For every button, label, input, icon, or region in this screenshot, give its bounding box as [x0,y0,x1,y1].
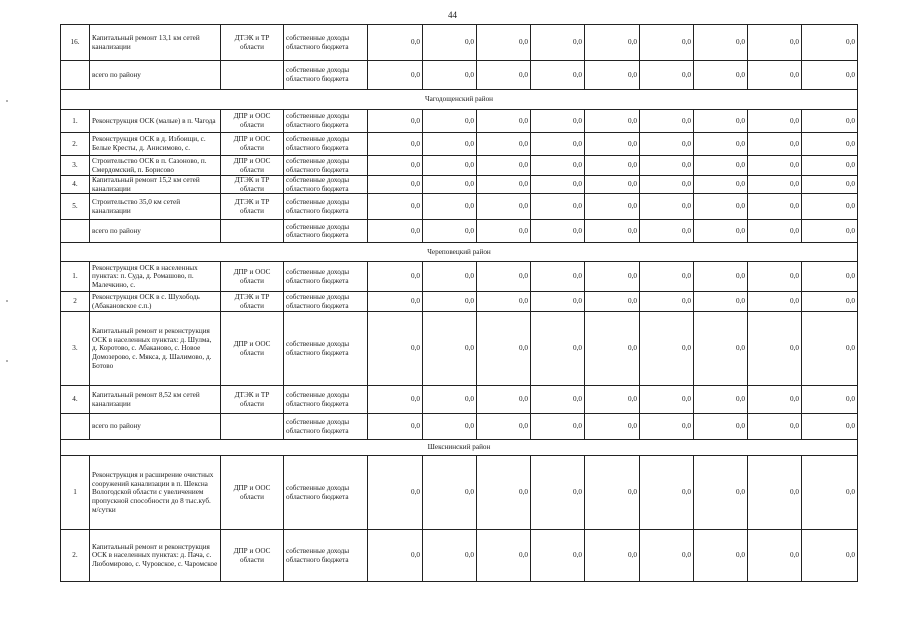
amount-cell: 0,0 [531,220,585,243]
amount-cell: 0,0 [423,386,477,414]
amount-cell: 0,0 [477,61,531,90]
amount-cell: 0,0 [802,176,858,194]
district-total-row [61,414,858,440]
funding-source: собственные доходы областного бюджета [284,292,368,312]
amount-cell: 0,0 [640,133,694,156]
district-name: Шекснинский район [61,440,858,456]
amount-cell: 0,0 [802,194,858,220]
project-name: всего по району [90,61,221,90]
amount-cell: 0,0 [585,110,640,133]
amount-cell: 0,0 [368,530,423,582]
table-row [61,176,858,194]
amount-cell: 0,0 [585,312,640,386]
funding-source: собственные доходы областного бюджета [284,25,368,61]
project-name: Строительство 35,0 км сетей канализации [90,194,221,220]
amount-cell: 0,0 [477,530,531,582]
amount-cell: 0,0 [640,312,694,386]
amount-cell: 0,0 [748,156,802,176]
amount-cell: 0,0 [694,414,748,440]
row-number: 3. [61,312,90,386]
amount-cell: 0,0 [477,110,531,133]
executor: ДПР и ООС области [221,530,284,582]
funding-source: собственные доходы областного бюджета [284,61,368,90]
project-name: Капитальный ремонт и реконструкция ОСК в населенных пунктах: д. Пача, с. Любомирово, с. Чуровское, с. Чаромское [90,530,221,582]
amount-cell: 0,0 [423,414,477,440]
amount-cell: 0,0 [531,110,585,133]
amount-cell: 0,0 [748,220,802,243]
amount-cell: 0,0 [477,456,531,530]
executor: ДТЭК и ТР области [221,25,284,61]
row-number: 1. [61,110,90,133]
amount-cell: 0,0 [694,220,748,243]
table-row [61,530,858,582]
executor [221,414,284,440]
amount-cell: 0,0 [748,530,802,582]
amount-cell: 0,0 [640,386,694,414]
project-name: Капитальный ремонт и реконструкция ОСК в населенных пунктах: д. Шулма, д. Коротово, с. Абаканово, с. Новое Домозерово, с. Мякса, д. Шалимово, д. Ботово [90,312,221,386]
amount-cell: 0,0 [423,220,477,243]
project-name: всего по району [90,220,221,243]
amount-cell: 0,0 [640,110,694,133]
executor: ДТЭК и ТР области [221,292,284,312]
amount-cell: 0,0 [585,176,640,194]
amount-cell: 0,0 [694,194,748,220]
amount-cell: 0,0 [368,110,423,133]
district-name: Чагодощенский район [61,90,858,110]
amount-cell: 0,0 [368,292,423,312]
table-row [61,194,858,220]
row-number: 2. [61,530,90,582]
funding-source: собственные доходы областного бюджета [284,110,368,133]
amount-cell: 0,0 [640,220,694,243]
amount-cell: 0,0 [423,25,477,61]
project-name: Реконструкция ОСК в д. Избоищи, с. Белые Кресты, д. Анисимово, с. [90,133,221,156]
project-name: Строительство ОСК в п. Сазоново, п. Смердомский, п. Борисово [90,156,221,176]
amount-cell: 0,0 [423,312,477,386]
row-number: 2 [61,292,90,312]
project-name: Капитальный ремонт 8,52 км сетей канализации [90,386,221,414]
table-row [61,156,858,176]
amount-cell: 0,0 [423,456,477,530]
project-name: Реконструкция ОСК в с. Шухободь (Абакановское с.п.) [90,292,221,312]
funding-source: собственные доходы областного бюджета [284,414,368,440]
amount-cell: 0,0 [802,530,858,582]
amount-cell: 0,0 [694,530,748,582]
executor [221,220,284,243]
district-row [61,90,858,110]
amount-cell: 0,0 [531,61,585,90]
amount-cell: 0,0 [368,61,423,90]
funding-source: собственные доходы областного бюджета [284,133,368,156]
amount-cell: 0,0 [423,110,477,133]
funding-source: собственные доходы областного бюджета [284,456,368,530]
amount-cell: 0,0 [531,156,585,176]
amount-cell: 0,0 [585,386,640,414]
amount-cell: 0,0 [531,133,585,156]
executor: ДПР и ООС области [221,312,284,386]
amount-cell: 0,0 [802,262,858,292]
district-total-row [61,220,858,243]
amount-cell: 0,0 [477,194,531,220]
row-number: 1. [61,262,90,292]
amount-cell: 0,0 [423,292,477,312]
executor: ДПР и ООС области [221,110,284,133]
amount-cell: 0,0 [423,530,477,582]
row-number [61,414,90,440]
amount-cell: 0,0 [531,194,585,220]
amount-cell: 0,0 [694,156,748,176]
amount-cell: 0,0 [694,61,748,90]
table-row [61,386,858,414]
amount-cell: 0,0 [694,456,748,530]
executor: ДТЭК и ТР области [221,194,284,220]
amount-cell: 0,0 [748,386,802,414]
amount-cell: 0,0 [368,194,423,220]
scan-mark [6,300,8,302]
amount-cell: 0,0 [640,25,694,61]
executor: ДПР и ООС области [221,156,284,176]
amount-cell: 0,0 [531,262,585,292]
row-number: 5. [61,194,90,220]
amount-cell: 0,0 [694,133,748,156]
amount-cell: 0,0 [477,262,531,292]
funding-source: собственные доходы областного бюджета [284,530,368,582]
amount-cell: 0,0 [368,133,423,156]
amount-cell: 0,0 [423,262,477,292]
table-row [61,292,858,312]
row-number: 4. [61,176,90,194]
amount-cell: 0,0 [694,176,748,194]
amount-cell: 0,0 [477,176,531,194]
amount-cell: 0,0 [802,386,858,414]
amount-cell: 0,0 [748,133,802,156]
amount-cell: 0,0 [531,414,585,440]
amount-cell: 0,0 [368,262,423,292]
amount-cell: 0,0 [748,61,802,90]
amount-cell: 0,0 [531,456,585,530]
amount-cell: 0,0 [694,292,748,312]
amount-cell: 0,0 [748,312,802,386]
budget-table [60,24,858,582]
district-row [61,243,858,262]
amount-cell: 0,0 [423,61,477,90]
district-total-row [61,61,858,90]
funding-source: собственные доходы областного бюджета [284,176,368,194]
funding-source: собственные доходы областного бюджета [284,156,368,176]
amount-cell: 0,0 [694,25,748,61]
district-row [61,440,858,456]
amount-cell: 0,0 [477,414,531,440]
amount-cell: 0,0 [640,262,694,292]
amount-cell: 0,0 [640,176,694,194]
row-number: 4. [61,386,90,414]
amount-cell: 0,0 [531,530,585,582]
amount-cell: 0,0 [694,262,748,292]
amount-cell: 0,0 [531,386,585,414]
scan-mark [6,360,8,362]
executor: ДПР и ООС области [221,262,284,292]
executor [221,61,284,90]
amount-cell: 0,0 [640,456,694,530]
project-name: Реконструкция и расширение очистных сооружений канализации в п. Шексна Вологодской области с увеличением пропускной способности до 8 тыс.куб. м/сутки [90,456,221,530]
amount-cell: 0,0 [477,292,531,312]
amount-cell: 0,0 [368,156,423,176]
amount-cell: 0,0 [531,25,585,61]
page-number: 44 [448,10,457,20]
scan-mark [6,100,8,102]
executor: ДТЭК и ТР области [221,176,284,194]
amount-cell: 0,0 [694,386,748,414]
project-name: всего по району [90,414,221,440]
amount-cell: 0,0 [802,220,858,243]
amount-cell: 0,0 [748,262,802,292]
project-name: Реконструкция ОСК (малые) в п. Чагода [90,110,221,133]
amount-cell: 0,0 [368,414,423,440]
amount-cell: 0,0 [640,156,694,176]
amount-cell: 0,0 [748,110,802,133]
amount-cell: 0,0 [368,25,423,61]
table-row [61,456,858,530]
district-name: Череповецкий район [61,243,858,262]
amount-cell: 0,0 [802,456,858,530]
project-name: Капитальный ремонт 13,1 км сетей канализации [90,25,221,61]
amount-cell: 0,0 [748,292,802,312]
amount-cell: 0,0 [748,194,802,220]
amount-cell: 0,0 [694,312,748,386]
funding-source: собственные доходы областного бюджета [284,262,368,292]
amount-cell: 0,0 [368,220,423,243]
amount-cell: 0,0 [477,312,531,386]
amount-cell: 0,0 [802,292,858,312]
project-name: Капитальный ремонт 15,2 км сетей канализации [90,176,221,194]
amount-cell: 0,0 [368,312,423,386]
amount-cell: 0,0 [585,456,640,530]
amount-cell: 0,0 [585,61,640,90]
amount-cell: 0,0 [423,176,477,194]
amount-cell: 0,0 [640,61,694,90]
amount-cell: 0,0 [585,414,640,440]
executor: ДПР и ООС области [221,133,284,156]
amount-cell: 0,0 [423,156,477,176]
row-number: 16. [61,25,90,61]
amount-cell: 0,0 [802,312,858,386]
amount-cell: 0,0 [477,156,531,176]
amount-cell: 0,0 [802,25,858,61]
amount-cell: 0,0 [477,133,531,156]
row-number: 2. [61,133,90,156]
amount-cell: 0,0 [585,262,640,292]
amount-cell: 0,0 [531,292,585,312]
amount-cell: 0,0 [802,414,858,440]
funding-source: собственные доходы областного бюджета [284,386,368,414]
amount-cell: 0,0 [802,110,858,133]
amount-cell: 0,0 [585,292,640,312]
amount-cell: 0,0 [531,312,585,386]
table-row [61,262,858,292]
table-row [61,312,858,386]
table-row [61,110,858,133]
amount-cell: 0,0 [802,133,858,156]
table-row [61,25,858,61]
amount-cell: 0,0 [477,386,531,414]
funding-source: собственные доходы областного бюджета [284,194,368,220]
amount-cell: 0,0 [368,456,423,530]
amount-cell: 0,0 [640,414,694,440]
amount-cell: 0,0 [477,25,531,61]
amount-cell: 0,0 [802,156,858,176]
amount-cell: 0,0 [585,133,640,156]
amount-cell: 0,0 [694,110,748,133]
amount-cell: 0,0 [802,61,858,90]
table-row [61,133,858,156]
amount-cell: 0,0 [585,220,640,243]
row-number: 3. [61,156,90,176]
amount-cell: 0,0 [477,220,531,243]
amount-cell: 0,0 [531,176,585,194]
amount-cell: 0,0 [368,386,423,414]
row-number [61,61,90,90]
funding-source: собственные доходы областного бюджета [284,220,368,243]
amount-cell: 0,0 [368,176,423,194]
amount-cell: 0,0 [585,25,640,61]
amount-cell: 0,0 [423,133,477,156]
amount-cell: 0,0 [640,530,694,582]
row-number [61,220,90,243]
executor: ДПР и ООС области [221,456,284,530]
project-name: Реконструкция ОСК в населенных пунктах: п. Суда, д. Ромашово, п. Малечкино, с. [90,262,221,292]
row-number: 1 [61,456,90,530]
amount-cell: 0,0 [585,156,640,176]
amount-cell: 0,0 [640,194,694,220]
amount-cell: 0,0 [748,25,802,61]
amount-cell: 0,0 [748,456,802,530]
amount-cell: 0,0 [423,194,477,220]
amount-cell: 0,0 [640,292,694,312]
amount-cell: 0,0 [748,414,802,440]
amount-cell: 0,0 [748,176,802,194]
amount-cell: 0,0 [585,530,640,582]
amount-cell: 0,0 [585,194,640,220]
executor: ДТЭК и ТР области [221,386,284,414]
funding-source: собственные доходы областного бюджета [284,312,368,386]
